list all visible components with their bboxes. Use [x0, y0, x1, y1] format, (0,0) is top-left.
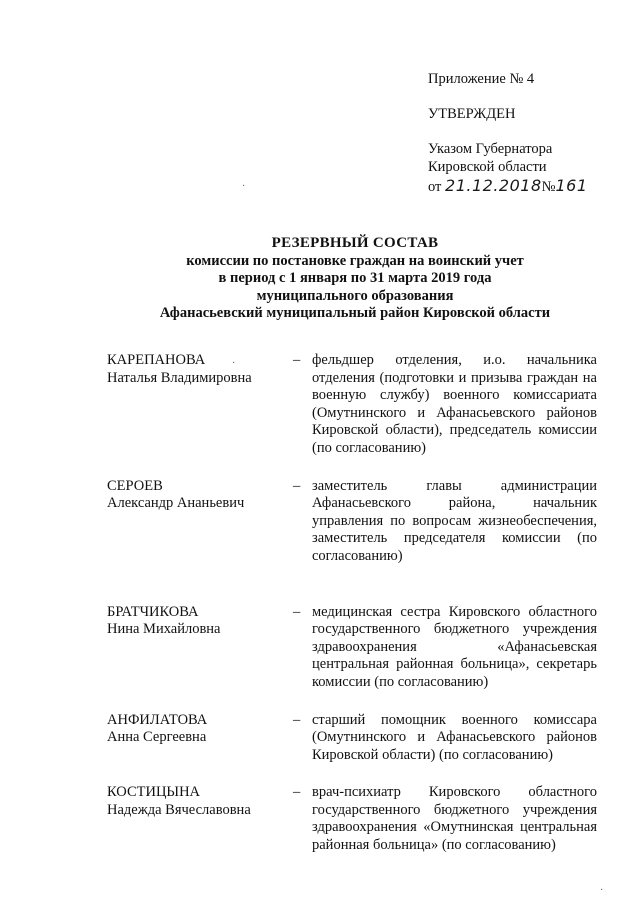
- member-name: [107, 352, 282, 387]
- member-given-name: Нина Михайловна: [107, 621, 221, 638]
- scan-speck: ·: [242, 181, 246, 192]
- member-description: заместитель главы администрации Афанасьевского района, начальник управления по вопросам жизнеобеспечения, заместитель председателя комиссии (по согласованию): [312, 477, 597, 564]
- member-entry: [107, 784, 597, 854]
- member-given-name: Наталья Владимировна: [107, 369, 252, 386]
- document-title: [60, 235, 640, 323]
- member-name: [107, 784, 282, 819]
- member-description: фельдшер отделения, и.о. начальника отделения (подготовки и призыва граждан на военную службу) военного комиссариата (Омутнинского и Афанасьевского районов Кировской области), председатель комиссии (по согласованию): [312, 352, 597, 456]
- member-surname: АНФИЛАТОВА: [107, 711, 208, 728]
- approved-label: УТВЕРЖДЕН: [428, 106, 516, 123]
- title-line-2: комиссии по постановке граждан на воинский учет: [186, 252, 524, 269]
- member-surname: СЕРОЕВ: [107, 477, 163, 494]
- title-main: РЕЗЕРВНЫЙ СОСТАВ: [271, 235, 439, 251]
- scan-speck: ·: [600, 885, 604, 896]
- approval-header: [428, 71, 628, 196]
- date-prefix: от: [428, 178, 442, 195]
- member-dash: –: [293, 603, 301, 620]
- member-entry: [107, 478, 597, 566]
- member-roster: [107, 352, 597, 855]
- decree-line-1: Указом Губернатора: [428, 141, 553, 158]
- member-name: [107, 478, 282, 513]
- member-description: старший помощник военного комиссара (Омутнинского и Афанасьевского районов Кировской области) (по согласованию): [312, 711, 597, 763]
- member-given-name: Анна Сергеевна: [107, 729, 207, 746]
- member-entry: [107, 352, 597, 458]
- decree-date-line: [428, 177, 628, 197]
- member-description: врач-психиатр Кировского областного государственного бюджетного учреждения здравоохранения «Омутнинская центральная районная больница» (по согласованию): [312, 784, 597, 854]
- member-name: [107, 604, 282, 639]
- member-dash: –: [293, 477, 301, 494]
- member-surname: КАРЕПАНОВА: [107, 352, 206, 368]
- member-surname: КОСТИЦЫНА: [107, 784, 201, 801]
- member-given-name: Александр Ананьевич: [107, 495, 245, 512]
- member-entry: [107, 604, 597, 692]
- decree-line-2: Кировской области: [428, 158, 547, 175]
- member-given-name: Надежда Вячеславовна: [107, 801, 251, 818]
- title-line-4: муниципального образования: [256, 287, 454, 304]
- appendix-label: Приложение № 4: [428, 71, 535, 87]
- title-line-3: в период с 1 января по 31 марта 2019 года: [218, 270, 492, 287]
- handwritten-date: 21.12.2018: [445, 175, 542, 195]
- member-description: медицинская сестра Кировского областного государственного бюджетного учреждения здравоохранения «Афанасьевская центральная районная больница», секретарь комиссии (по согласованию): [312, 603, 597, 690]
- handwritten-number: 161: [555, 175, 588, 195]
- scan-speck: ·: [232, 358, 236, 369]
- member-entry: [107, 712, 597, 765]
- member-dash: –: [293, 784, 301, 801]
- member-dash: –: [293, 352, 301, 368]
- number-sign: №: [541, 178, 556, 195]
- member-surname: БРАТЧИКОВА: [107, 603, 199, 620]
- member-name: [107, 712, 282, 747]
- member-dash: –: [293, 711, 301, 728]
- title-line-5: Афанасьевский муниципальный район Кировской области: [159, 305, 551, 322]
